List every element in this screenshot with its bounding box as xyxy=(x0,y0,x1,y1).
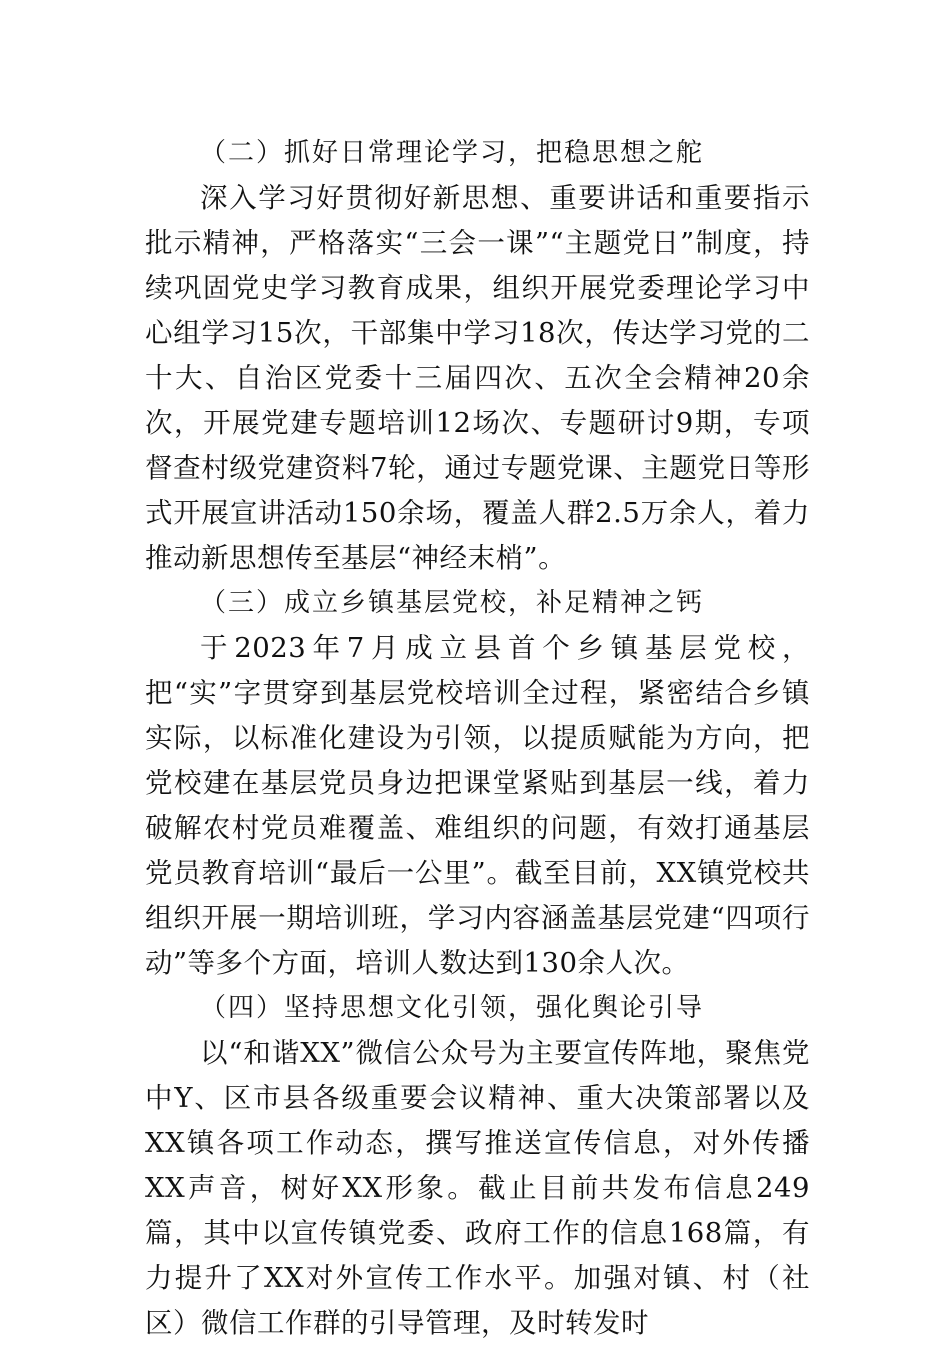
section-paragraph-3: 于2023年7月成立县首个乡镇基层党校，把“实”字贯穿到基层党校培训全过程，紧密结合乡镇实际，以标准化建设为引领，以提质赋能为方向，把党校建在基层党员身边把课堂紧贴到基层一线，着力破解农村党员难覆盖、难组织的问题，有效打通基层党员教育培训“最后一公里”。截至目前，XX镇党校共组织开展一期培训班，学习内容涵盖基层党建“四项行动”等多个方面，培训人数达到130余人次。 xyxy=(145,632,810,979)
section-paragraph-4: 以“和谐XX”微信公众号为主要宣传阵地，聚焦党中Y、区市县各级重要会议精神、重大决策部署以及XX镇各项工作动态，撰写推送宣传信息，对外传播XX声音，树好XX形象。截止目前共发布信息249篇，其中以宣传镇党委、政府工作的信息168篇，有力提升了XX对外宣传工作水平。加强对镇、村（社区）微信工作群的引导管理，及时转发时 xyxy=(145,1037,810,1339)
section-heading-4: （四）坚持思想文化引领，强化舆论引导 xyxy=(200,993,705,1023)
section-heading-2: （二）抓好日常理论学习，把稳思想之舵 xyxy=(200,138,705,168)
section-heading-3: （三）成立乡镇基层党校，补足精神之钙 xyxy=(200,588,705,618)
document-body xyxy=(145,131,810,1346)
section-paragraph-2: 深入学习好贯彻好新思想、重要讲话和重要指示批示精神，严格落实“三会一课”“主题党日”制度，持续巩固党史学习教育成果，组织开展党委理论学习中心组学习15次，干部集中学习18次，传达学习党的二十大、自治区党委十三届四次、五次全会精神20余次，开展党建专题培训12场次、专题研讨9期，专项督查村级党建资料7轮，通过专题党课、主题党日等形式开展宣讲活动150余场，覆盖人群2.5万余人，着力推动新思想传至基层“神经末梢”。 xyxy=(145,182,810,574)
